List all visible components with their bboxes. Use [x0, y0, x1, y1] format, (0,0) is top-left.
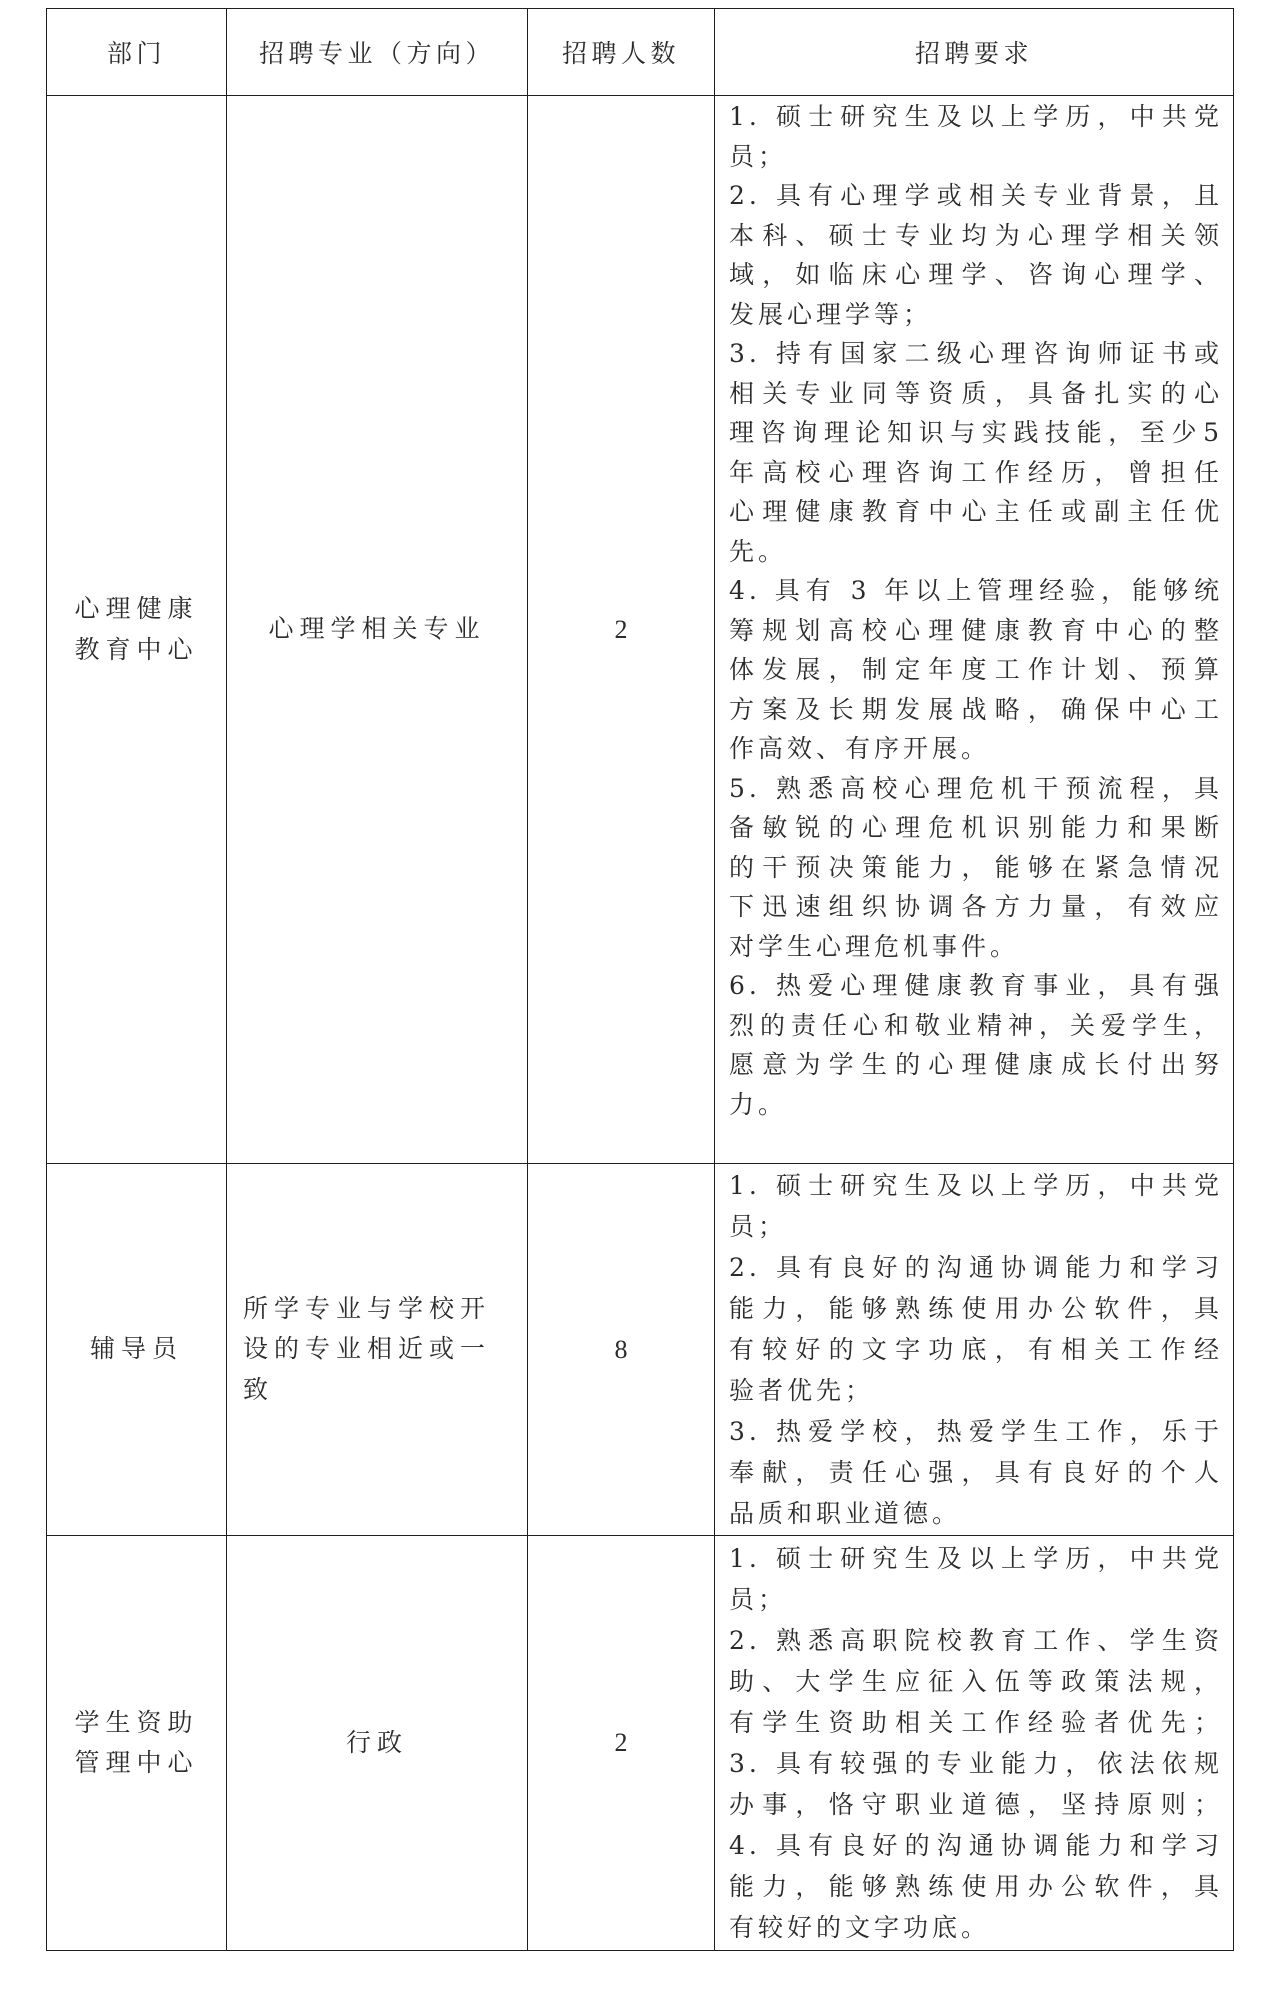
requirement-line: 1. 硕士研究生及以上学历，中共党: [729, 102, 1223, 131]
department-cell: [47, 1536, 227, 1951]
requirement-line: 2. 熟悉高职院校教育工作、学生资: [729, 1626, 1223, 1655]
requirement-item: [729, 334, 1223, 571]
header-count-label: 招聘人数: [561, 39, 680, 68]
header-requirements-label: 招聘要求: [914, 39, 1033, 68]
requirement-line: 愿意为学生的心理健康成长付出努: [729, 1050, 1223, 1079]
header-major-label: 招聘专业（方向）: [258, 39, 495, 68]
headcount-value: 2: [614, 1728, 628, 1757]
requirement-line: 先。: [729, 536, 788, 566]
requirement-item: [729, 97, 1223, 176]
headcount-value: 2: [614, 614, 628, 644]
requirement-line: 能力，能够熟练使用办公软件，具: [729, 1872, 1223, 1901]
requirement-line: 发展心理学等；: [729, 299, 933, 329]
requirement-line: 3. 持有国家二级心理咨询师证书或: [729, 339, 1223, 368]
header-department: [47, 9, 227, 96]
requirement-line: 有学生资助相关工作经验者优先；: [729, 1708, 1223, 1737]
major-cell: [227, 1164, 528, 1536]
requirement-line: 下迅速组织协调各方力量，有效应: [729, 892, 1223, 921]
department-cell: [47, 1164, 227, 1536]
requirement-line: 员；: [729, 1212, 788, 1241]
requirement-line: 1. 硕士研究生及以上学历，中共党: [729, 1171, 1223, 1200]
department-line: 心理健康: [74, 594, 199, 623]
requirement-item: [729, 1620, 1223, 1743]
requirement-item: [729, 571, 1223, 769]
requirement-line: 助、大学生应征入伍等政策法规，: [729, 1667, 1223, 1696]
requirement-line: 本科、硕士专业均为心理学相关领: [729, 220, 1223, 250]
requirement-line: 验者优先；: [729, 1376, 875, 1405]
department-line: 学生资助: [74, 1707, 199, 1737]
header-department-label: 部门: [106, 39, 166, 68]
header-count: [528, 9, 715, 96]
count-cell: [528, 1164, 715, 1536]
requirement-line: 4. 具有 3 年以上管理经验，能够统: [729, 576, 1223, 605]
department-line: 管理中心: [74, 1748, 199, 1777]
requirement-line: 作高效、有序开展。: [729, 734, 991, 763]
requirement-item: [729, 1247, 1223, 1411]
requirement-line: 2. 具有心理学或相关专业背景，且: [729, 181, 1223, 210]
requirement-line: 员；: [729, 141, 788, 171]
requirement-item: [729, 1411, 1223, 1534]
requirement-line: 能力，能够熟练使用办公软件，具: [729, 1294, 1223, 1323]
headcount-value: 8: [614, 1334, 628, 1364]
requirement-line: 3. 热爱学校，热爱学生工作，乐于: [729, 1417, 1223, 1446]
count-cell: [528, 1536, 715, 1951]
department-line: 教育中心: [74, 634, 199, 664]
requirement-line: 备敏锐的心理危机识别能力和果断: [729, 813, 1223, 842]
requirement-line: 相关专业同等资质，具备扎实的心: [729, 378, 1223, 408]
requirement-line: 力。: [729, 1089, 788, 1119]
requirement-item: [729, 1743, 1223, 1825]
requirement-line: 的干预决策能力，能够在紧急情况: [729, 852, 1223, 882]
requirement-line: 年高校心理咨询工作经历，曾担任: [729, 457, 1223, 487]
major-line: 致: [243, 1374, 275, 1404]
requirements-cell: [715, 96, 1234, 1164]
requirement-line: 烈的责任心和敬业精神，关爱学生，: [729, 1010, 1223, 1040]
requirement-line: 办事，恪守职业道德，坚持原则；: [729, 1790, 1223, 1819]
requirement-line: 对学生心理危机事件。: [729, 931, 1020, 961]
requirement-item: [729, 966, 1223, 1124]
major-cell: [227, 1536, 528, 1951]
requirements-cell: [715, 1164, 1234, 1536]
requirement-line: 奉献，责任心强，具有良好的个人: [729, 1458, 1223, 1487]
requirement-item: [729, 769, 1223, 967]
major-line: 心理学相关专业: [268, 614, 486, 644]
recruitment-table: [46, 8, 1234, 1951]
requirement-line: 有较好的文字功底。: [729, 1913, 991, 1942]
requirement-item: [729, 1538, 1223, 1620]
major-cell: [227, 96, 528, 1164]
major-line: 所学专业与学校开: [243, 1293, 492, 1323]
major-line: 设的专业相近或一: [243, 1334, 492, 1364]
requirement-line: 方案及长期发展战略，确保中心工: [729, 694, 1223, 724]
requirement-line: 域，如临床心理学、咨询心理学、: [729, 260, 1223, 289]
header-requirements: [715, 9, 1234, 96]
department-cell: [47, 96, 227, 1164]
requirements-cell: [715, 1536, 1234, 1951]
requirement-line: 心理健康教育中心主任或副主任优: [729, 497, 1223, 526]
requirement-line: 5. 熟悉高校心理危机干预流程，具: [729, 773, 1223, 803]
requirement-line: 1. 硕士研究生及以上学历，中共党: [729, 1544, 1223, 1573]
header-major: [227, 9, 528, 96]
requirement-line: 4. 具有良好的沟通协调能力和学习: [729, 1831, 1223, 1860]
requirement-line: 理咨询理论知识与实践技能，至少5: [729, 418, 1223, 447]
requirement-line: 筹规划高校心理健康教育中心的整: [729, 615, 1223, 645]
requirement-line: 3. 具有较强的专业能力，依法依规: [729, 1749, 1223, 1778]
requirement-line: 2. 具有良好的沟通协调能力和学习: [729, 1253, 1223, 1282]
requirement-item: [729, 176, 1223, 334]
requirement-line: 品质和职业道德。: [729, 1499, 962, 1528]
requirement-item: [729, 1825, 1223, 1948]
requirement-item: [729, 1165, 1223, 1247]
requirement-line: 体发展，制定年度工作计划、预算: [729, 655, 1223, 684]
major-line: 行政: [345, 1727, 408, 1757]
requirement-line: 有较好的文字功底，有相关工作经: [729, 1335, 1223, 1364]
count-cell: [528, 96, 715, 1164]
requirement-line: 6. 热爱心理健康教育事业，具有强: [729, 971, 1223, 1000]
requirement-line: 员；: [729, 1585, 788, 1614]
department-line: 辅导员: [89, 1334, 183, 1364]
